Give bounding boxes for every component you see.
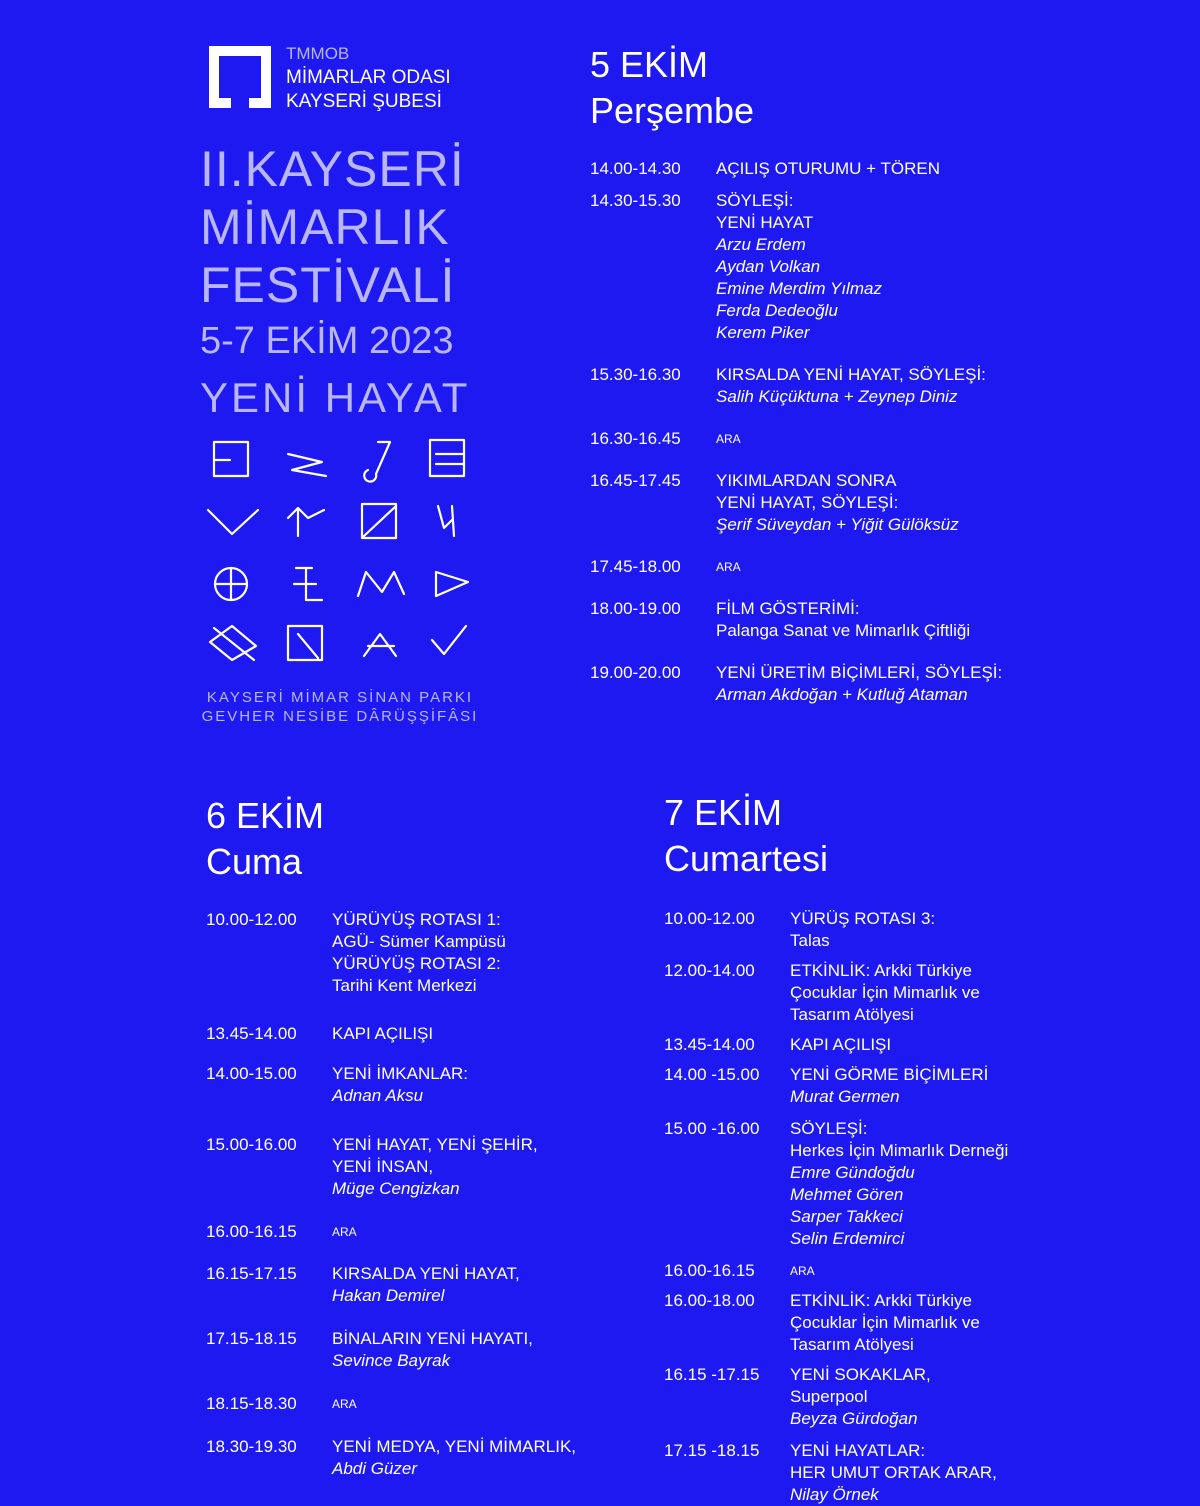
speaker-name: Emine Merdim Yılmaz [716,279,882,298]
speaker-name: Sarper Takkeci [790,1207,903,1226]
speaker-name: Aydan Volkan [716,257,821,276]
schedule-time: 16.15-17.15 [206,1264,297,1283]
schedule-details [332,1134,626,1200]
symbol-icon [364,634,396,656]
session-title: YENİ İNSAN, [332,1157,434,1176]
schedule-item [664,1364,1164,1430]
session-title: Tarihi Kent Merkezi [332,976,477,995]
schedule-item [206,1393,626,1415]
speaker-name: Şerif Süveydan + Yiğit Gülöksüz [716,515,959,534]
symbol-icon [208,510,258,534]
symbol-icon [436,572,468,596]
schedule-time: 16.00-16.15 [664,1261,755,1280]
session-title: YÜRÜYÜŞ ROTASI 1: [332,910,501,929]
schedule-item [206,1023,626,1045]
schedule-item [590,190,1150,344]
schedule-item [664,908,1164,952]
session-title: Tasarım Atölyesi [790,1005,914,1024]
schedule-time: 10.00-12.00 [664,909,755,928]
schedule-item [206,1328,626,1372]
schedule-item [206,1263,626,1307]
session-title: YÜRÜYÜŞ ROTASI 2: [332,954,501,973]
session-title: HER UMUT ORTAK ARAR, [790,1463,997,1482]
session-title: FİLM GÖSTERİMİ: [716,599,860,618]
schedule-time: 19.00-20.00 [590,663,681,682]
schedule-details [332,1221,626,1243]
session-title: KAPI AÇILIŞI [790,1035,892,1054]
session-title: Palanga Sanat ve Mimarlık Çiftliği [716,621,971,640]
session-title: Herkes İçin Mimarlık Derneği [790,1141,1009,1160]
venue-line: KAYSERİ MİMAR SİNAN PARKI [206,689,474,706]
speaker-name: Selin Erdemirci [790,1229,905,1248]
festival-dates: 5-7 EKİM 2023 [200,320,454,362]
schedule-details [790,908,1164,952]
schedule-item [206,1221,626,1243]
schedule-time: 12.00-14.00 [664,961,755,980]
organization-name [286,42,451,114]
session-title: KIRSALDA YENİ HAYAT, SÖYLEŞİ: [716,365,986,384]
schedule-item [590,428,1150,450]
schedule-time: 16.15 -17.15 [664,1365,760,1384]
day-schedule [590,158,1150,706]
schedule-time: 16.45-17.45 [590,471,681,490]
symbol-icon [430,440,464,476]
day-heading [664,790,828,882]
session-title: SÖYLEŞİ: [790,1119,868,1138]
session-title: YENİ HAYATLAR: [790,1441,926,1460]
schedule-item [590,662,1150,706]
speaker-name: Müge Cengizkan [332,1179,460,1198]
session-title: SÖYLEŞİ: [716,191,794,210]
break-label: ARA [716,432,741,446]
schedule-time: 13.45-14.00 [206,1024,297,1043]
schedule-item [206,1436,626,1480]
session-title: Tasarım Atölyesi [790,1335,914,1354]
session-title: YENİ HAYAT, YENİ ŞEHİR, [332,1135,538,1154]
session-title: YIKIMLARDAN SONRA [716,471,897,490]
schedule-details [716,662,1150,706]
speaker-name: Mehmet Gören [790,1185,904,1204]
session-title: YENİ İMKANLAR: [332,1064,469,1083]
schedule-time: 18.15-18.30 [206,1394,297,1413]
schedule-details [716,190,1150,344]
speaker-name: Nilay Örnek [790,1485,879,1504]
schedule-time: 17.15 -18.15 [664,1441,760,1460]
session-title: YÜRÜŞ ROTASI 3: [790,909,936,928]
session-title: YENİ HAYAT, SÖYLEŞİ: [716,493,899,512]
schedule-details [332,909,626,997]
day-weekday: Perşembe [590,90,755,131]
schedule-details [790,960,1164,1026]
speaker-name: Arman Akdoğan + Kutluğ Ataman [716,685,968,704]
speaker-name: Murat Germen [790,1087,900,1106]
symbol-icon [214,442,248,476]
schedule-item [664,1290,1164,1356]
schedule-details [332,1328,626,1372]
architects-chamber-logo-icon [205,42,275,112]
day-schedule [664,908,1164,1506]
speaker-name: Adnan Aksu [332,1086,424,1105]
schedule-details [716,598,1150,642]
org-line: MİMARLAR ODASI [286,67,451,88]
schedule-time: 18.00-19.00 [590,599,681,618]
schedule-details [790,1118,1164,1250]
schedule-time: 16.00-18.00 [664,1291,755,1310]
session-title: YENİ MEDYA, YENİ MİMARLIK, [332,1437,577,1456]
speaker-name: Ferda Dedeoğlu [716,301,838,320]
schedule-item [664,960,1164,1026]
schedule-time: 14.00 -15.00 [664,1065,760,1084]
schedule-item [590,556,1150,578]
symbol-icon [215,568,247,600]
schedule-details [716,470,1150,536]
schedule-details [790,1440,1164,1506]
session-title: YENİ ÜRETİM BİÇİMLERİ, SÖYLEŞİ: [716,663,1003,682]
org-line: TMMOB [286,44,350,63]
schedule-details [332,1436,626,1480]
schedule-time: 17.15-18.15 [206,1329,297,1348]
day-date: 5 EKİM [590,44,709,85]
schedule-time: 15.30-16.30 [590,365,681,384]
schedule-time: 10.00-12.00 [206,910,297,929]
day-date: 7 EKİM [664,792,783,833]
schedule-details [716,556,1150,578]
symbol-icon [288,626,322,660]
symbol-icon [358,572,404,596]
speaker-name: Arzu Erdem [716,235,806,254]
speaker-name: Hakan Demirel [332,1286,445,1305]
schedule-details [716,158,1150,180]
schedule-details [716,428,1150,450]
schedule-item [664,1034,1164,1056]
schedule-time: 14.00-15.00 [206,1064,297,1083]
schedule-time: 16.00-16.15 [206,1222,297,1241]
schedule-item [664,1260,1164,1282]
schedule-item [664,1440,1164,1506]
org-line: KAYSERİ ŞUBESİ [286,91,442,112]
schedule-item [206,1134,626,1200]
speaker-name: Emre Gündoğdu [790,1163,915,1182]
festival-title-line: II.KAYSERİ [200,141,465,197]
session-title: BİNALARIN YENİ HAYATI, [332,1329,533,1348]
schedule-details [332,1393,626,1415]
schedule-details [790,1290,1164,1356]
schedule-details [790,1064,1164,1108]
schedule-item [664,1064,1164,1108]
schedule-time: 18.30-19.30 [206,1437,297,1456]
schedule-item [206,909,626,997]
symbol-icon [288,508,324,536]
schedule-details [790,1260,1164,1282]
break-label: ARA [716,560,741,574]
schedule-item [206,1063,626,1107]
symbol-icon [432,626,466,654]
festival-title-block [200,140,490,428]
session-title: Talas [790,931,830,950]
symbol-icon [288,454,326,476]
session-title: YENİ GÖRME BİÇİMLERİ [790,1065,989,1084]
speaker-name: Beyza Gürdoğan [790,1409,918,1428]
schedule-details [716,364,1150,408]
schedule-time: 15.00 -16.00 [664,1119,760,1138]
symbol-icon [364,442,390,482]
session-title: YENİ HAYAT [716,213,814,232]
session-title: AGÜ- Sümer Kampüsü [332,932,506,951]
speaker-name: Kerem Piker [716,323,810,342]
venue-line: GEVHER NESİBE DÂRÜŞŞİFÂSI [201,708,479,725]
schedule-item [664,1118,1164,1250]
schedule-item [590,470,1150,536]
schedule-time: 16.30-16.45 [590,429,681,448]
symbol-icon [362,504,396,538]
schedule-item [590,364,1150,408]
schedule-details [332,1063,626,1107]
symbol-icon [210,626,256,660]
speaker-name: Abdi Güzer [332,1459,418,1478]
schedule-time: 14.30-15.30 [590,191,681,210]
festival-title-line: FESTİVALİ [200,257,456,313]
break-label: ARA [790,1264,815,1278]
festival-venue [200,688,480,726]
day-weekday: Cumartesi [664,838,829,879]
session-title: Çocuklar İçin Mimarlık ve [790,1313,980,1332]
festival-theme: YENİ HAYAT [200,374,471,421]
schedule-time: 17.45-18.00 [590,557,681,576]
session-title: Superpool [790,1387,868,1406]
schedule-item [590,158,1150,180]
session-title: AÇILIŞ OTURUMU + TÖREN [716,159,941,178]
day-heading [590,42,754,134]
day-date: 6 EKİM [206,795,325,836]
day-heading [206,793,324,885]
speaker-name: Sevince Bayrak [332,1351,451,1370]
festival-symbols-graphic [200,432,480,672]
session-title: ETKİNLİK: Arkki Türkiye [790,961,973,980]
day-schedule [206,909,626,1480]
break-label: ARA [332,1397,357,1411]
session-title: YENİ SOKAKLAR, [790,1365,931,1384]
speaker-name: Salih Küçüktuna + Zeynep Diniz [716,387,958,406]
symbol-icon [438,506,454,536]
session-title: KIRSALDA YENİ HAYAT, [332,1264,520,1283]
schedule-item [590,598,1150,642]
symbol-icon [294,568,322,600]
schedule-time: 15.00-16.00 [206,1135,297,1154]
festival-title-line: MİMARLIK [200,199,450,255]
schedule-details [790,1364,1164,1430]
session-title: ETKİNLİK: Arkki Türkiye [790,1291,973,1310]
schedule-details [332,1023,626,1045]
session-title: KAPI AÇILIŞI [332,1024,434,1043]
schedule-details [332,1263,626,1307]
session-title: Çocuklar İçin Mimarlık ve [790,983,980,1002]
schedule-details [790,1034,1164,1056]
break-label: ARA [332,1225,357,1239]
day-weekday: Cuma [206,841,303,882]
schedule-time: 14.00-14.30 [590,159,681,178]
schedule-time: 13.45-14.00 [664,1035,755,1054]
